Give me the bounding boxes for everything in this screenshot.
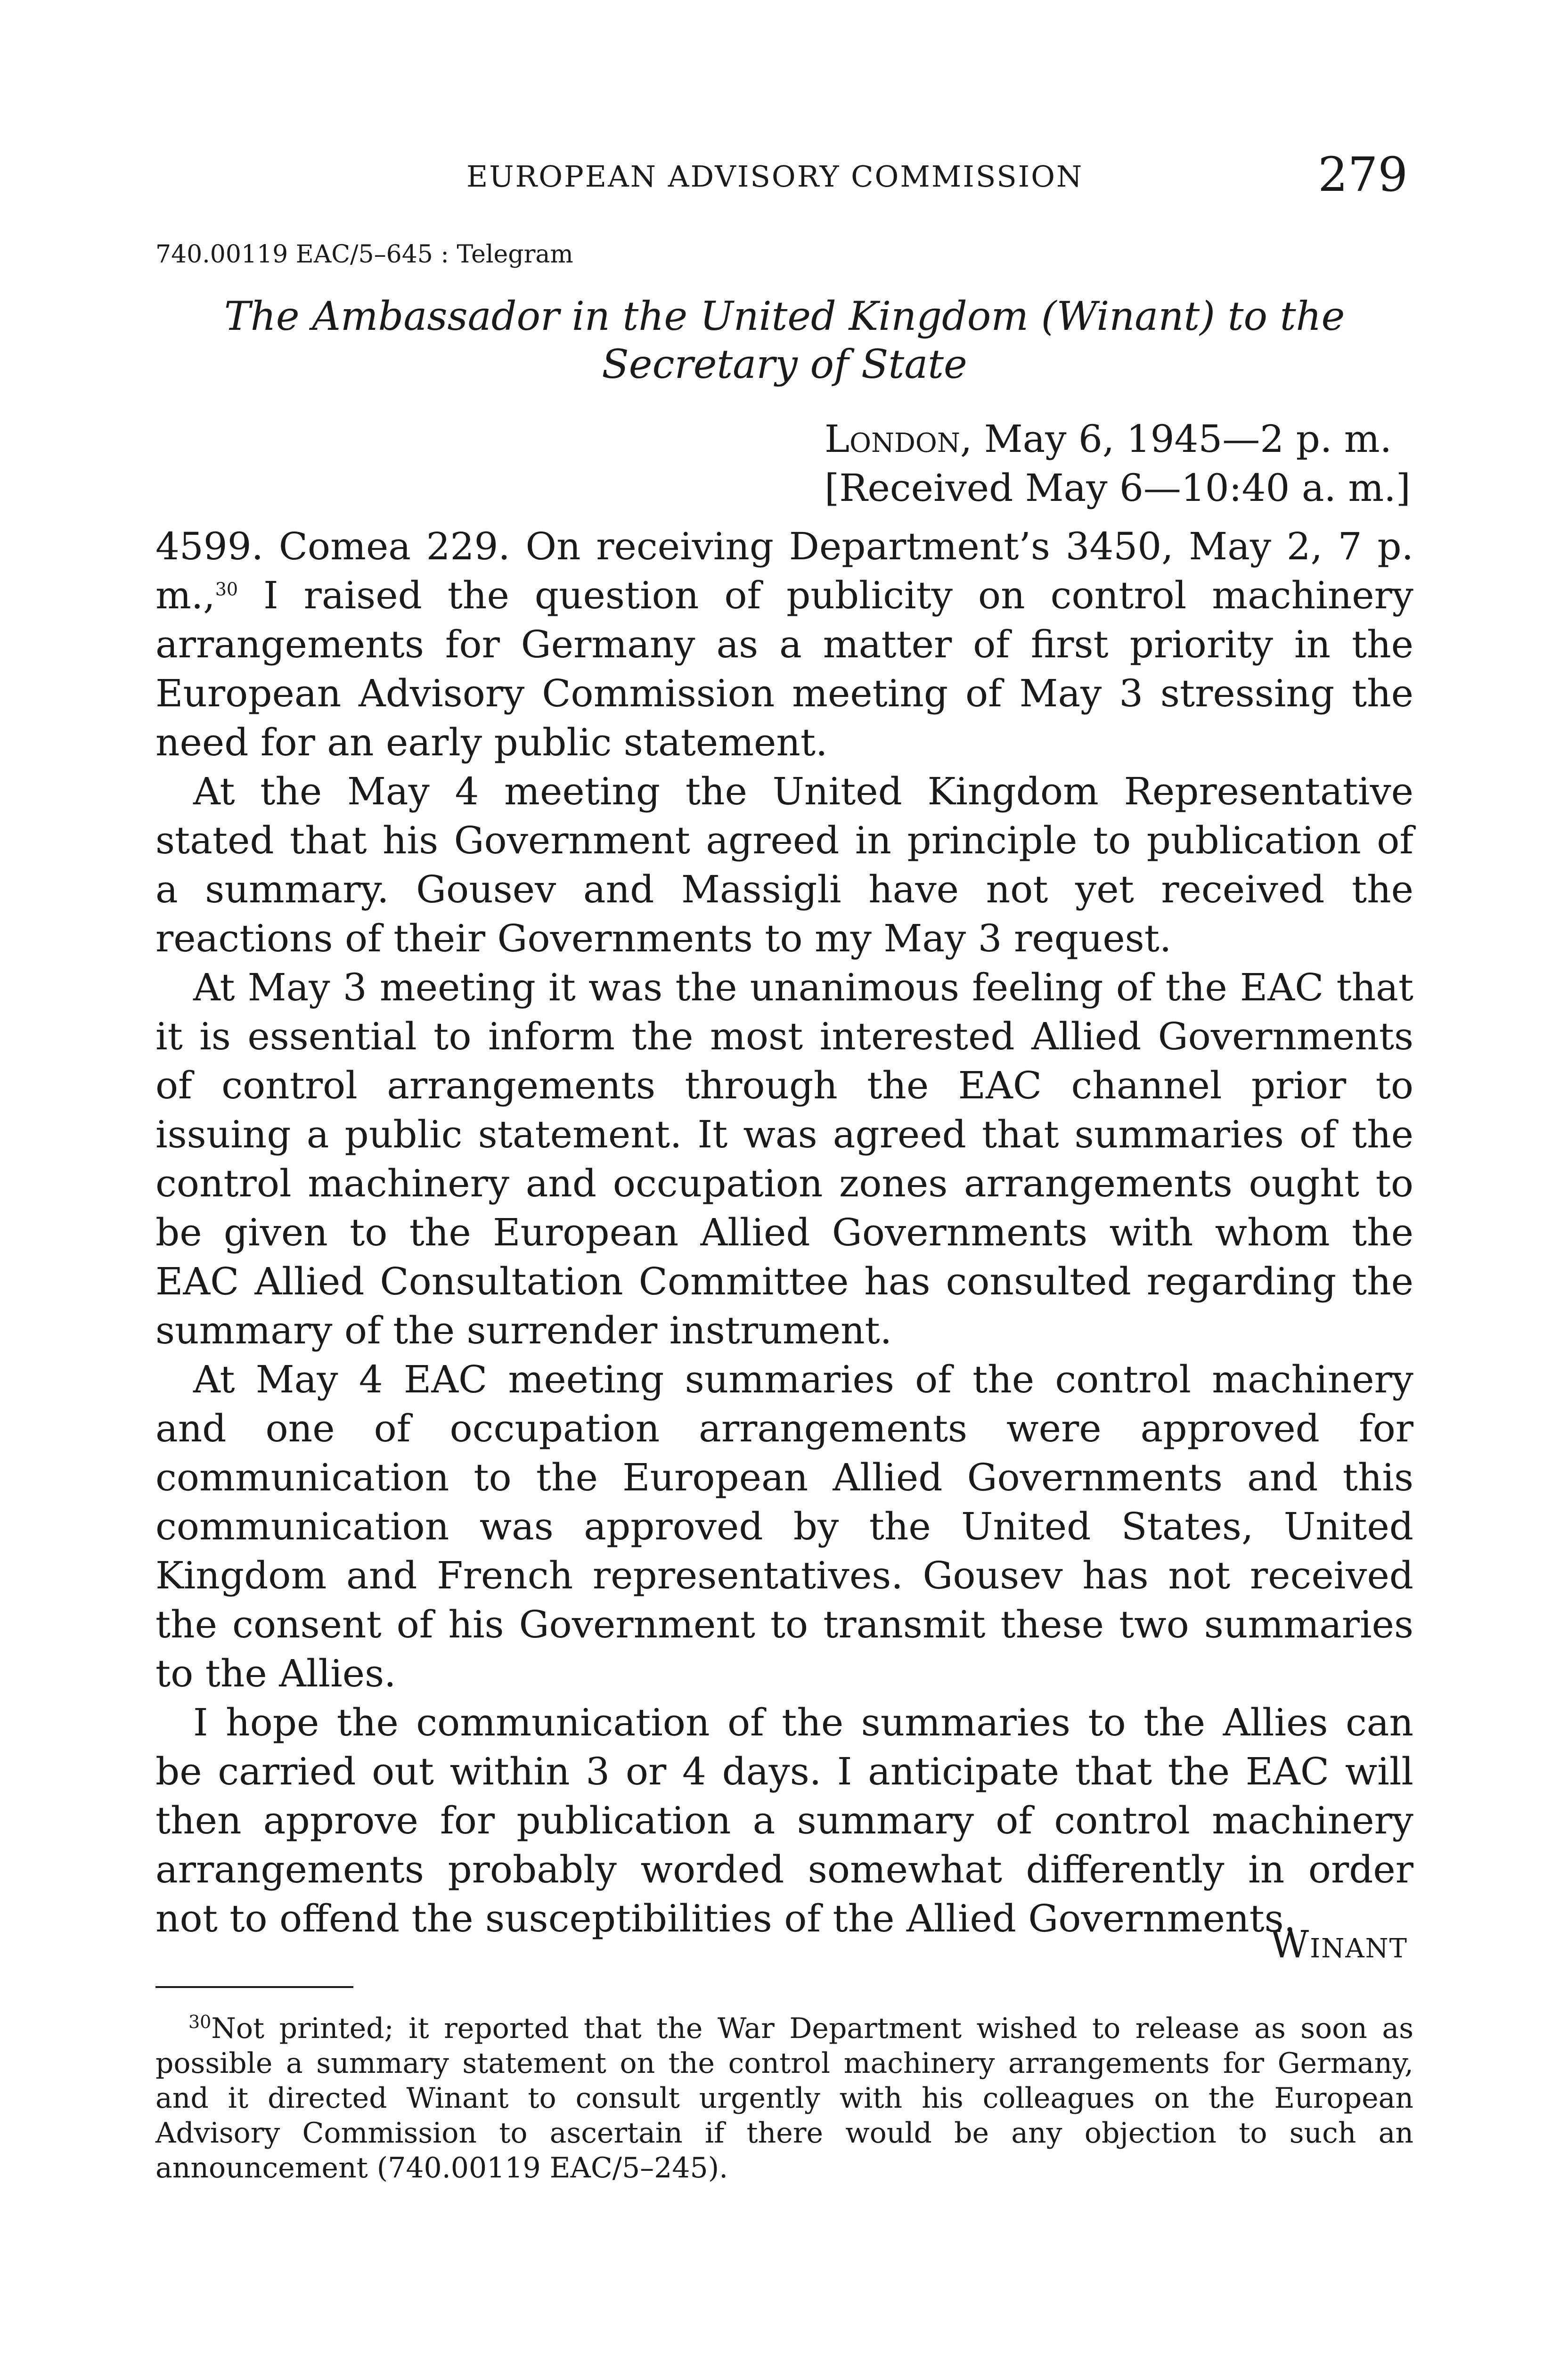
dateline bbox=[825, 415, 1413, 513]
paragraph-1 bbox=[155, 522, 1413, 767]
footnote bbox=[155, 2011, 1413, 2185]
footnote-divider bbox=[155, 1986, 353, 1988]
footnote-marker: 30 bbox=[188, 2012, 212, 2032]
paragraph-1-text-a: 4599. Comea 229. On receiving Department’s 3450, May 2, 7 p. m., bbox=[155, 524, 1413, 617]
footnote-text: Not printed; it reported that the War Department wished to release as soon as possible a summary statement on the control machinery arrangements for Germany, and it directed Winant to consult urgently with his colleagues on the European Advisory Commission to ascertain if there would be any objection to such an announcement (740.00119 EAC/5–245). bbox=[155, 2012, 1413, 2184]
paragraph-4: At May 4 EAC meeting summaries of the control machinery and one of occupation arrangements were approved for communication to the European Allied Governments and this communication was approved by the United States, United Kingdom and French representatives. Gousev has not received the consent of his Government to transmit these two summaries to the Allies. bbox=[155, 1358, 1413, 1695]
running-head: EUROPEAN ADVISORY COMMISSION bbox=[466, 159, 1084, 194]
telegram-body bbox=[155, 522, 1413, 1943]
dateline-date: May 6, 1945—2 p. m. bbox=[984, 417, 1392, 461]
dateline-place: London, bbox=[825, 417, 972, 461]
signature: Winant bbox=[1270, 1922, 1408, 1966]
paragraph-5: I hope the communication of the summaries to the Allies can be carried out within 3 or 4 days. I anticipate that the EAC will then approve for publication a summary of control machinery arrangements probably worded somewhat differently in order not to offend the susceptibilities of the Allied Governments. bbox=[155, 1701, 1413, 1940]
paragraph-2: At the May 4 meeting the United Kingdom Representative stated that his Government agreed in principle to publication of a summary. Gousev and Massigli have not yet received the reactions of their Governments to my May 3 request. bbox=[155, 769, 1413, 960]
document-title: The Ambassador in the United Kingdom (Winant) to the Secretary of State bbox=[224, 293, 1345, 388]
footnote-reference: 30 bbox=[215, 579, 238, 600]
dateline-received: [Received May 6—10:40 a. m.] bbox=[825, 466, 1411, 510]
file-reference: 740.00119 EAC/5–645 : Telegram bbox=[155, 240, 573, 269]
page-number: 279 bbox=[1318, 147, 1408, 202]
paragraph-1-text-b: I raised the question of publicity on control machinery arrangements for Germany as a matter of first priority in the European Advisory Commission meeting of May 3 stressing the need for an early public statement. bbox=[155, 573, 1413, 764]
paragraph-3: At May 3 meeting it was the unanimous feeling of the EAC that it is essential to inform the most interested Allied Governments of control arrangements through the EAC channel prior to issuing a public statement. It was agreed that summaries of the control machinery and occupation zones arrangements ought to be given to the European Allied Governments with whom the EAC Allied Consultation Committee has consulted regarding the summary of the surrender instrument. bbox=[155, 965, 1413, 1352]
